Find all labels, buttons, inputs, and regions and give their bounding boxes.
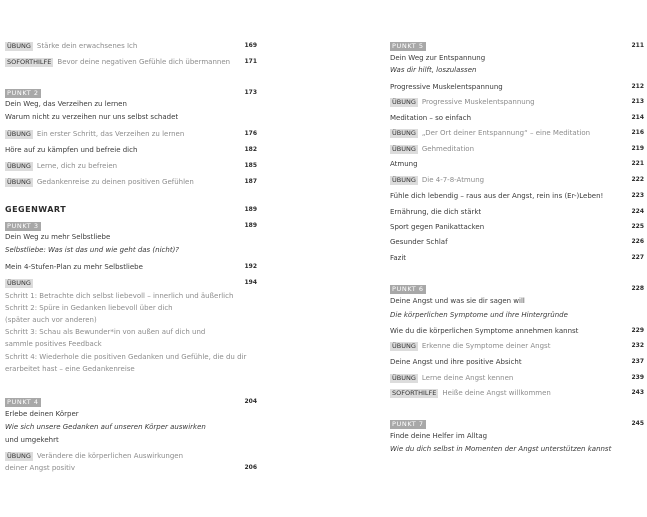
page-number: 228 [631,285,644,292]
page-number: 245 [631,420,644,427]
page-number: 189 [244,222,257,229]
punkt-badge: PUNKT 2 [7,88,39,97]
exercise-tag: ÜBUNG [392,341,416,350]
page-number: 229 [631,327,644,334]
toc-entry [390,144,644,154]
toc-entry [390,341,644,351]
toc-entry [390,444,644,454]
entry-title: Bevor deine negativen Gefühle dich übermannen [57,58,231,66]
entry-title: Dein Weg zur Entspannung [390,54,486,62]
toc-left-page [0,0,323,517]
entry-title: Fazit [390,254,407,262]
toc-entry [390,82,644,92]
toc-entry [5,57,257,67]
entry-subtitle: Was dir hilft, loszulassen [390,66,477,74]
entry-title: Deine Angst und ihre positive Absicht [390,358,522,366]
page-number: 194 [244,279,257,286]
entry-title: Dein Weg zu mehr Selbstliebe [5,233,111,241]
page-number: 189 [244,206,257,213]
entry-title: Deine Angst und was sie dir sagen will [390,297,525,305]
toc-subentry [5,327,257,337]
step-text: Schritt 4: Wiederhole die positiven Gedanken und Gefühle, die du dir [5,353,247,361]
toc-entry [390,53,644,63]
exercise-tag: ÜBUNG [7,161,31,170]
toc-entry [390,431,644,441]
exercise-tag: ÜBUNG [7,177,31,186]
punkt-badge: PUNKT 4 [7,397,39,406]
exercise-tag: ÜBUNG [7,129,31,138]
exercise-tag: ÜBUNG [392,97,416,106]
entry-title: Fühle dich lebendig – raus aus der Angst, rein ins (Er-)Leben! [390,192,604,200]
page-number: 169 [244,42,257,49]
page-number: 204 [244,398,257,405]
page-number: 223 [631,192,644,199]
toc-entry [390,175,644,185]
entry-title: Atmung [390,160,418,168]
page-number: 227 [631,254,644,261]
exercise-tag: ÜBUNG [392,128,416,137]
page-number: 214 [631,114,644,121]
toc-entry [390,296,644,306]
entry-title: Lerne, dich zu befreien [36,162,118,170]
toc-entry [390,97,644,107]
entry-title: Dein Weg, das Verzeihen zu lernen [5,100,127,108]
page-number: 219 [631,145,644,152]
entry-subtitle: Selbstliebe: Was ist das und wie geht das (nicht)? [5,246,180,254]
page-number: 173 [244,89,257,96]
page-number: 216 [631,129,644,136]
toc-entry [5,161,257,171]
page-number: 213 [631,98,644,105]
page-number: 221 [631,160,644,167]
entry-title: Ernährung, die dich stärkt [390,208,482,216]
exercise-tag: ÜBUNG [392,373,416,382]
entry-title: Meditation – so einfach [390,114,472,122]
page-number: 192 [244,263,257,270]
toc-entry [390,207,644,217]
exercise-tag: ÜBUNG [392,144,416,153]
toc-entry [5,245,257,255]
toc-entry [5,278,257,288]
step-text: Schritt 2: Spüre in Gedanken liebevoll über dich [5,304,173,312]
page-number: 171 [244,58,257,65]
punkt-badge: PUNKT 5 [392,41,424,50]
toc-entry [5,177,257,187]
punkt-header [390,41,644,51]
toc-entry [5,435,257,445]
page-number: 176 [244,130,257,137]
page-number: 224 [631,208,644,215]
entry-title: Die 4-7-8-Atmung [421,176,485,184]
page-number: 222 [631,176,644,183]
toc-entry [5,129,257,139]
entry-title: Gesunder Schlaf [390,238,448,246]
toc-entry [390,310,644,320]
page-number: 237 [631,358,644,365]
toc-subentry [5,291,257,301]
punkt-header [5,397,257,407]
exercise-tag: ÜBUNG [7,41,31,50]
page-number: 187 [244,178,257,185]
entry-title: Warum nicht zu verzeihen nur uns selbst schadet [5,113,179,121]
toc-entry [5,232,257,242]
toc-entry [390,191,644,201]
toc-entry [5,262,257,272]
section-heading [5,205,257,215]
page-number: 225 [631,223,644,230]
toc-entry [5,451,257,461]
step-text: (später auch vor anderen) [5,316,97,324]
section-title: GEGENWART [5,205,67,214]
step-text: Schritt 3: Schau als Bewunder*in von außen auf dich und [5,328,206,336]
toc-subentry [5,352,257,362]
toc-entry [390,159,644,169]
page-number: 211 [631,42,644,49]
page-number: 182 [244,146,257,153]
entry-subtitle: Die körperlichen Symptome und ihre Hintergründe [390,311,568,319]
toc-entry [5,99,257,109]
entry-title: Wie du die körperlichen Symptome annehmen kannst [390,327,579,335]
punkt-header [390,419,644,429]
step-text: Schritt 1: Betrachte dich selbst liebevoll – innerlich und äußerlich [5,292,234,300]
entry-title: Erkenne die Symptome deiner Angst [421,342,551,350]
page-number: 239 [631,374,644,381]
toc-entry [390,388,644,398]
entry-title: Stärke dein erwachsenes Ich [36,42,138,50]
toc-entry [5,112,257,122]
entry-title: Progressive Muskelentspannung [421,98,535,106]
toc-entry [390,357,644,367]
entry-subtitle: Wie sich unsere Gedanken auf unseren Körper auswirken [5,423,206,431]
exercise-tag: ÜBUNG [7,278,31,287]
entry-title: Finde deine Helfer im Alltag [390,432,488,440]
entry-title: Verändere die körperlichen Auswirkungen [36,452,184,460]
page-number: 206 [244,464,257,471]
toc-entry [5,145,257,155]
toc-entry [5,463,257,473]
toc-entry [390,253,644,263]
page-number: 226 [631,238,644,245]
toc-right-column [390,0,647,517]
entry-title: Sport gegen Panikattacken [390,223,485,231]
exercise-tag: ÜBUNG [392,175,416,184]
entry-title: Heiße deine Angst willkommen [442,389,551,397]
entry-subtitle: Wie du dich selbst in Momenten der Angst unterstützen kannst [390,445,612,453]
punkt-header [390,284,644,294]
toc-entry [390,65,644,75]
toc-entry [5,41,257,51]
quick-help-tag: SOFORTHILFE [7,57,52,66]
entry-title: Gedankenreise zu deinen positiven Gefühlen [36,178,194,186]
page-number: 185 [244,162,257,169]
step-text: sammle positives Feedback [5,340,102,348]
entry-title: Gehmeditation [421,145,474,153]
step-text: erarbeitet hast – eine Gedankenreise [5,365,135,373]
toc-entry [390,222,644,232]
entry-title: Lerne deine Angst kennen [421,374,514,382]
page-number: 212 [631,83,644,90]
toc-entry [5,422,257,432]
entry-title: Höre auf zu kämpfen und befreie dich [5,146,138,154]
page-number: 243 [631,389,644,396]
entry-title: deiner Angst positiv [5,464,75,472]
toc-subentry [5,339,257,349]
entry-title: Erlebe deinen Körper [5,410,79,418]
toc-entry [390,128,644,138]
entry-title: und umgekehrt [5,436,59,444]
punkt-header [5,88,257,98]
toc-subentry [5,364,257,374]
toc-subentry [5,303,257,313]
quick-help-tag: SOFORTHILFE [392,388,437,397]
punkt-badge: PUNKT 7 [392,419,424,428]
toc-entry [390,373,644,383]
entry-title: Ein erster Schritt, das Verzeihen zu lernen [36,130,185,138]
toc-entry [390,326,644,336]
toc-entry [5,409,257,419]
toc-subentry [5,315,257,325]
entry-title: „Der Ort deiner Entspannung“ – eine Meditation [421,129,591,137]
entry-title: Mein 4-Stufen-Plan zu mehr Selbstliebe [5,263,143,271]
toc-entry [390,237,644,247]
page-number: 232 [631,342,644,349]
exercise-tag: ÜBUNG [7,451,31,460]
punkt-badge: PUNKT 6 [392,284,424,293]
entry-title: Progressive Muskelentspannung [390,83,503,91]
punkt-badge: PUNKT 3 [7,221,39,230]
toc-entry [390,113,644,123]
punkt-header [5,221,257,231]
